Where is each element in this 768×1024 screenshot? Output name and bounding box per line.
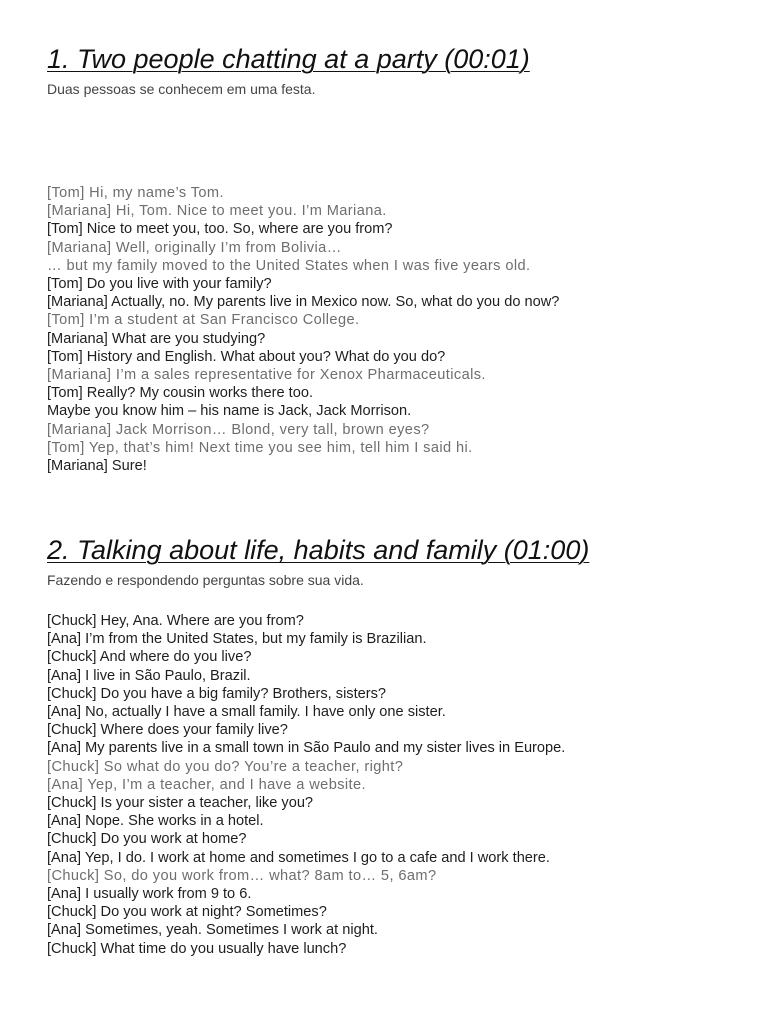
dialogue-line: [Mariana] Actually, no. My parents live in Mexico now. So, what do you do now? bbox=[47, 294, 560, 311]
section-subtitle: Fazendo e respondendo perguntas sobre sua vida. bbox=[47, 572, 364, 588]
dialogue-line: [Tom] Nice to meet you, too. So, where are you from? bbox=[47, 221, 393, 238]
dialogue-line: [Mariana] Hi, Tom. Nice to meet you. I’m Mariana. bbox=[47, 203, 387, 220]
section-heading: 1. Two people chatting at a party (00:01) bbox=[47, 44, 530, 74]
dialogue-line: [Ana] Yep, I’m a teacher, and I have a website. bbox=[47, 776, 366, 793]
dialogue-line: [Chuck] Do you have a big family? Brothers, sisters? bbox=[47, 685, 387, 702]
dialogue-line: [Ana] Nope. She works in a hotel. bbox=[47, 813, 264, 830]
dialogue-line: [Chuck] Do you work at night? Sometimes? bbox=[47, 904, 327, 921]
section-life-habits-family bbox=[47, 533, 737, 958]
dialogue-line: [Mariana] Well, originally I’m from Bolivia… bbox=[47, 239, 342, 256]
dialogue-line: [Chuck] So what do you do? You’re a teacher, right? bbox=[47, 758, 404, 775]
dialogue-line: [Mariana] What are you studying? bbox=[47, 330, 266, 347]
dialogue-line: [Mariana] I’m a sales representative for Xenox Pharmaceuticals. bbox=[47, 367, 486, 384]
dialogue-list bbox=[47, 184, 737, 475]
dialogue-line: [Ana] Yep, I do. I work at home and sometimes I go to a cafe and I work there. bbox=[47, 849, 550, 866]
dialogue-line: [Ana] No, actually I have a small family. I have only one sister. bbox=[47, 704, 446, 721]
section-heading: 2. Talking about life, habits and family (01:00) bbox=[47, 535, 590, 565]
dialogue-line: [Tom] I’m a student at San Francisco College. bbox=[47, 312, 360, 329]
dialogue-line: Maybe you know him – his name is Jack, Jack Morrison. bbox=[47, 403, 412, 420]
dialogue-line: [Tom] Hi, my name’s Tom. bbox=[47, 185, 224, 201]
section-party-chat bbox=[47, 42, 737, 475]
dialogue-line: [Tom] Yep, that’s him! Next time you see him, tell him I said hi. bbox=[47, 439, 473, 456]
dialogue-line: [Tom] Do you live with your family? bbox=[47, 276, 272, 293]
dialogue-line: [Tom] History and English. What about you? What do you do? bbox=[47, 348, 446, 365]
dialogue-line: [Chuck] What time do you usually have lunch? bbox=[47, 940, 347, 957]
dialogue-line: [Ana] My parents live in a small town in São Paulo and my sister lives in Europe. bbox=[47, 740, 566, 757]
section-subtitle: Duas pessoas se conhecem em uma festa. bbox=[47, 81, 316, 97]
dialogue-line: [Chuck] So, do you work from… what? 8am to… 5, 6am? bbox=[47, 867, 437, 884]
dialogue-line: [Ana] I usually work from 9 to 6. bbox=[47, 886, 252, 903]
dialogue-line: [Tom] Really? My cousin works there too. bbox=[47, 385, 314, 402]
dialogue-line: [Chuck] Is your sister a teacher, like you? bbox=[47, 795, 314, 812]
dialogue-line: [Mariana] Sure! bbox=[47, 458, 147, 475]
dialogue-line: [Chuck] And where do you live? bbox=[47, 649, 252, 666]
dialogue-line: [Chuck] Do you work at home? bbox=[47, 831, 247, 848]
dialogue-line: [Mariana] Jack Morrison… Blond, very tall, brown eyes? bbox=[47, 421, 430, 438]
dialogue-list bbox=[47, 612, 737, 958]
dialogue-line: [Ana] I live in São Paulo, Brazil. bbox=[47, 667, 251, 684]
dialogue-line: [Chuck] Where does your family live? bbox=[47, 722, 288, 739]
dialogue-line: [Chuck] Hey, Ana. Where are you from? bbox=[47, 613, 304, 629]
dialogue-line: [Ana] I’m from the United States, but my family is Brazilian. bbox=[47, 631, 427, 648]
dialogue-line: [Ana] Sometimes, yeah. Sometimes I work at night. bbox=[47, 922, 378, 939]
dialogue-line: … but my family moved to the United States when I was five years old. bbox=[47, 257, 531, 274]
